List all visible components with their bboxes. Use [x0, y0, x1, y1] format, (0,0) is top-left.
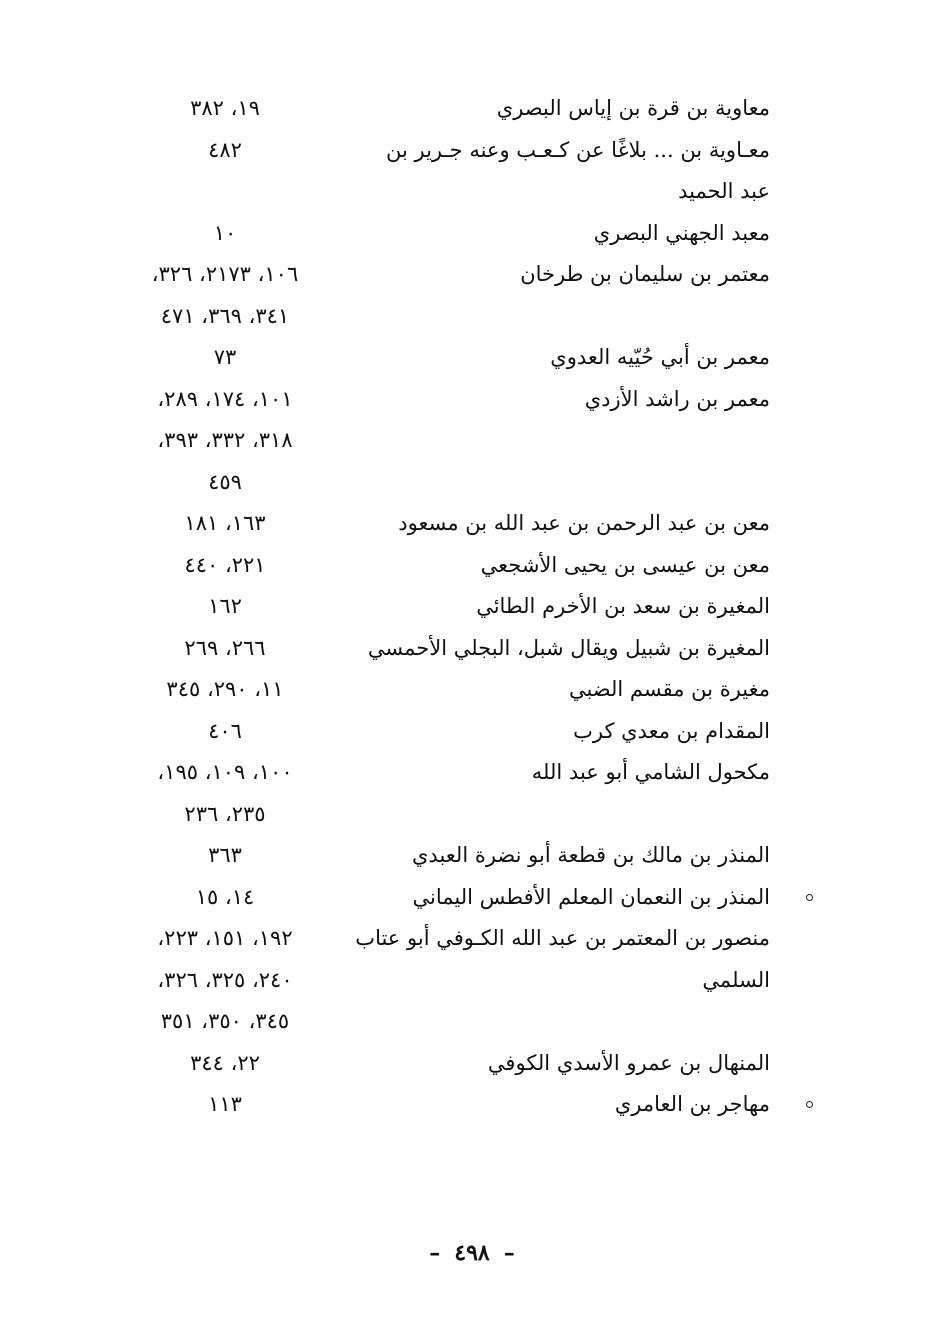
page-refs-line: ١٤، ١٥: [195, 884, 255, 909]
index-entry: [120, 752, 770, 835]
index-entry: [120, 88, 770, 130]
entry-name: معاوية بن قرة بن إياس البصري: [496, 96, 770, 120]
entry-page-numbers: [120, 1043, 330, 1085]
entry-page-numbers: [120, 379, 330, 504]
page-refs-line: ٣٤٥، ٣٥٠، ٣٥١: [160, 1009, 290, 1033]
entry-page-numbers: [120, 918, 330, 1043]
index-entry: [120, 130, 770, 213]
page-refs-line: ١٠: [213, 220, 237, 245]
footer-dash-left: –: [429, 1240, 441, 1266]
entry-page-numbers: [120, 628, 330, 670]
index-entry: [120, 877, 770, 919]
index-entry: [120, 711, 770, 753]
entry-page-numbers: [120, 752, 330, 835]
entry-name: مكحول الشامي أبو عبد الله: [531, 760, 770, 784]
entry-page-numbers: [120, 213, 330, 255]
page-refs-line: ١٠٦، ٢١٧٣، ٣٢٦،: [151, 262, 299, 286]
page-refs-line: ٤٨٢: [208, 137, 242, 162]
page-refs-line: ١٦٣، ١٨١: [184, 511, 266, 535]
entry-page-numbers: [120, 503, 330, 545]
entry-page-numbers: [120, 835, 330, 877]
page-refs-line: ١٠١، ١٧٤، ٢٨٩،: [157, 386, 293, 411]
entry-name: المغيرة بن سعد بن الأخرم الطائي: [476, 594, 770, 618]
index-entry: [120, 835, 770, 877]
page-refs-line: ٢٦٦، ٢٦٩: [184, 635, 266, 660]
footer-dash-right: –: [503, 1240, 515, 1266]
entry-name: معمر بن أبي حُيّيه العدوي: [550, 345, 770, 369]
entry-name: المنذر بن النعمان المعلم الأفطس اليماني: [412, 884, 770, 909]
index-entry: [120, 503, 770, 545]
entry-name: معمر بن راشد الأزدي: [584, 386, 770, 411]
page-refs-line: ١١، ٢٩٠، ٣٤٥: [166, 677, 284, 701]
entry-marker-icon: [806, 1101, 813, 1108]
index-entry: [120, 545, 770, 587]
page-number: ٤٩٨: [454, 1240, 490, 1266]
entry-marker-icon: [806, 894, 813, 901]
index-entry: [120, 669, 770, 711]
page-refs-line: ٧٣: [213, 345, 237, 369]
index-entry: [120, 918, 770, 1043]
index-entry: [120, 213, 770, 255]
index-entry: [120, 1043, 770, 1085]
index-entry: [120, 379, 770, 504]
page-refs-line: ٢٤٠، ٣٢٥، ٣٢٦،: [157, 967, 293, 992]
entry-name: معتمر بن سليمان بن طرخان: [520, 262, 770, 286]
names-index-list: [120, 88, 770, 1126]
page-refs-line: ٢٢١، ٤٤٠: [184, 552, 266, 577]
index-entry: [120, 337, 770, 379]
entry-name: منصور بن المعتمر بن عبد الله الكـوفي أبو عتاب السلمي: [355, 926, 770, 992]
index-entry: [120, 1084, 770, 1126]
index-entry: [120, 586, 770, 628]
entry-name: مغيرة بن مقسم الضبي: [568, 677, 770, 701]
page-refs-line: ١٦٢: [208, 594, 242, 618]
page-refs-line: ٢٢، ٣٤٤: [190, 1050, 260, 1075]
entry-name: معن بن عيسى بن يحيى الأشجعي: [480, 552, 770, 577]
entry-page-numbers: [120, 877, 330, 919]
page-refs-line: ١٠٠، ١٠٩، ١٩٥،: [157, 760, 293, 784]
entry-page-numbers: [120, 711, 330, 753]
entry-page-numbers: [120, 1084, 330, 1126]
page-refs-line: ١٩٢، ١٥١، ٢٢٣،: [157, 926, 293, 950]
page-refs-line: ١١٣: [208, 1092, 242, 1116]
entry-page-numbers: [120, 669, 330, 711]
entry-page-numbers: [120, 545, 330, 587]
page-number-footer: [0, 1240, 944, 1266]
entry-page-numbers: [120, 130, 330, 172]
page-refs-line: ٣١٨، ٣٣٢، ٣٩٣،: [157, 428, 293, 452]
entry-name: المنذر بن مالك بن قطعة أبو نضرة العبدي: [412, 843, 770, 867]
entry-name: معن بن عبد الرحمن بن عبد الله بن مسعود: [398, 511, 770, 535]
index-entry: [120, 254, 770, 337]
entry-name: معـاوية بن ... بلاغًا عن كـعـب وعنه جـرير بن عبد الحميد: [385, 137, 770, 203]
entry-name: المقدام بن معدي كرب: [573, 718, 770, 743]
entry-page-numbers: [120, 586, 330, 628]
index-entry: [120, 628, 770, 670]
page-refs-line: ٤٠٦: [208, 718, 242, 743]
entry-page-numbers: [120, 337, 330, 379]
entry-name: المنهال بن عمرو الأسدي الكوفي: [487, 1050, 770, 1075]
page-refs-line: ٤٥٩: [208, 469, 242, 494]
entry-page-numbers: [120, 254, 330, 337]
entry-name: المغيرة بن شبيل ويقال شبل، البجلي الأحمسي: [367, 635, 770, 660]
page-refs-line: ٢٣٥، ٢٣٦: [184, 801, 266, 826]
page-refs-line: ١٩، ٣٨٢: [190, 96, 260, 120]
entry-name: مهاجر بن العامري: [614, 1092, 770, 1116]
entry-page-numbers: [120, 88, 330, 130]
entry-name: معبد الجهني البصري: [593, 220, 770, 245]
page-refs-line: ٣٦٣: [208, 843, 242, 867]
page-refs-line: ٣٤١، ٣٦٩، ٤٧١: [160, 303, 290, 328]
